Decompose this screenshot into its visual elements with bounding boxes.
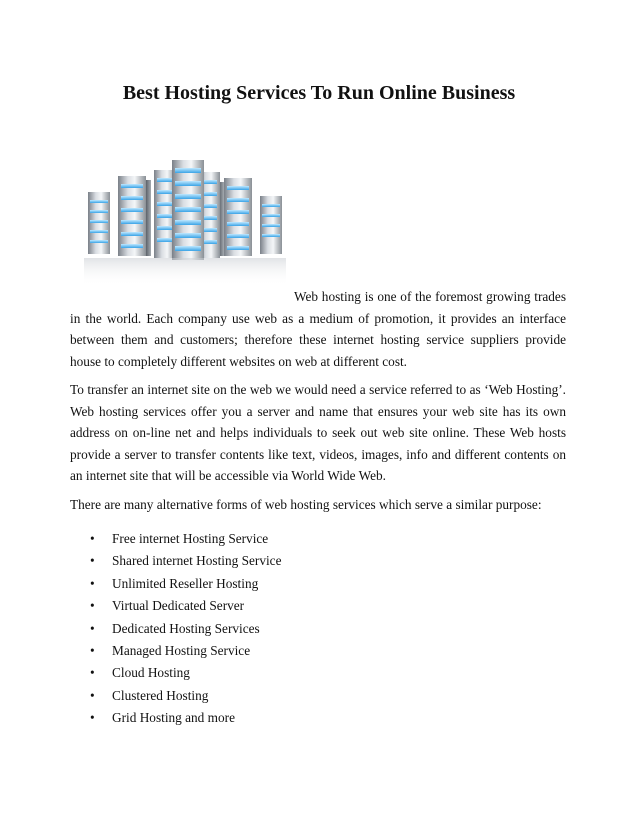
- bullet-icon: •: [90, 642, 95, 658]
- bullet-icon: •: [90, 665, 95, 681]
- list-item: • Grid Hosting and more: [84, 707, 282, 729]
- list-item: • Free internet Hosting Service: [84, 528, 282, 550]
- bullet-icon: •: [90, 575, 95, 591]
- paragraph: Web hosting is one of the foremost growing trades in the world. Each company use web as a medium of promotion, it provides an interface between them and customers; therefore these internet hosting service suppliers provide house to completely different websites on web at different cost.: [70, 289, 566, 369]
- list-item: • Clustered Hosting: [84, 685, 282, 707]
- list-item: • Unlimited Reseller Hosting: [84, 573, 282, 595]
- hosting-types-list: [84, 528, 282, 730]
- bullet-icon: •: [90, 553, 95, 569]
- list-item: • Shared internet Hosting Service: [84, 550, 282, 572]
- paragraph: There are many alternative forms of web hosting services which serve a similar purpose:: [70, 497, 542, 512]
- server-rack-illustration: [74, 140, 304, 292]
- bullet-icon: •: [90, 687, 95, 703]
- paragraph: To transfer an internet site on the web we would need a service referred to as ‘Web Hosting’. Web hosting services offer you a server and name that ensures your web site has its own address on on-line net and helps individuals to seek out web site online. These Web hosts provide a server to transfer contents like text, videos, images, info and different contents on an internet site that will be accessible via World Wide Web.: [70, 382, 566, 483]
- list-item: • Virtual Dedicated Server: [84, 595, 282, 617]
- bullet-icon: •: [90, 710, 95, 726]
- list-item: • Managed Hosting Service: [84, 640, 282, 662]
- server-towers: [84, 160, 286, 286]
- bullet-icon: •: [90, 531, 95, 546]
- bullet-icon: •: [90, 620, 95, 636]
- bullet-icon: •: [90, 598, 95, 614]
- page-title: Best Hosting Services To Run Online Business: [122, 82, 516, 104]
- list-item: • Cloud Hosting: [84, 662, 282, 684]
- list-item: • Dedicated Hosting Services: [84, 618, 282, 640]
